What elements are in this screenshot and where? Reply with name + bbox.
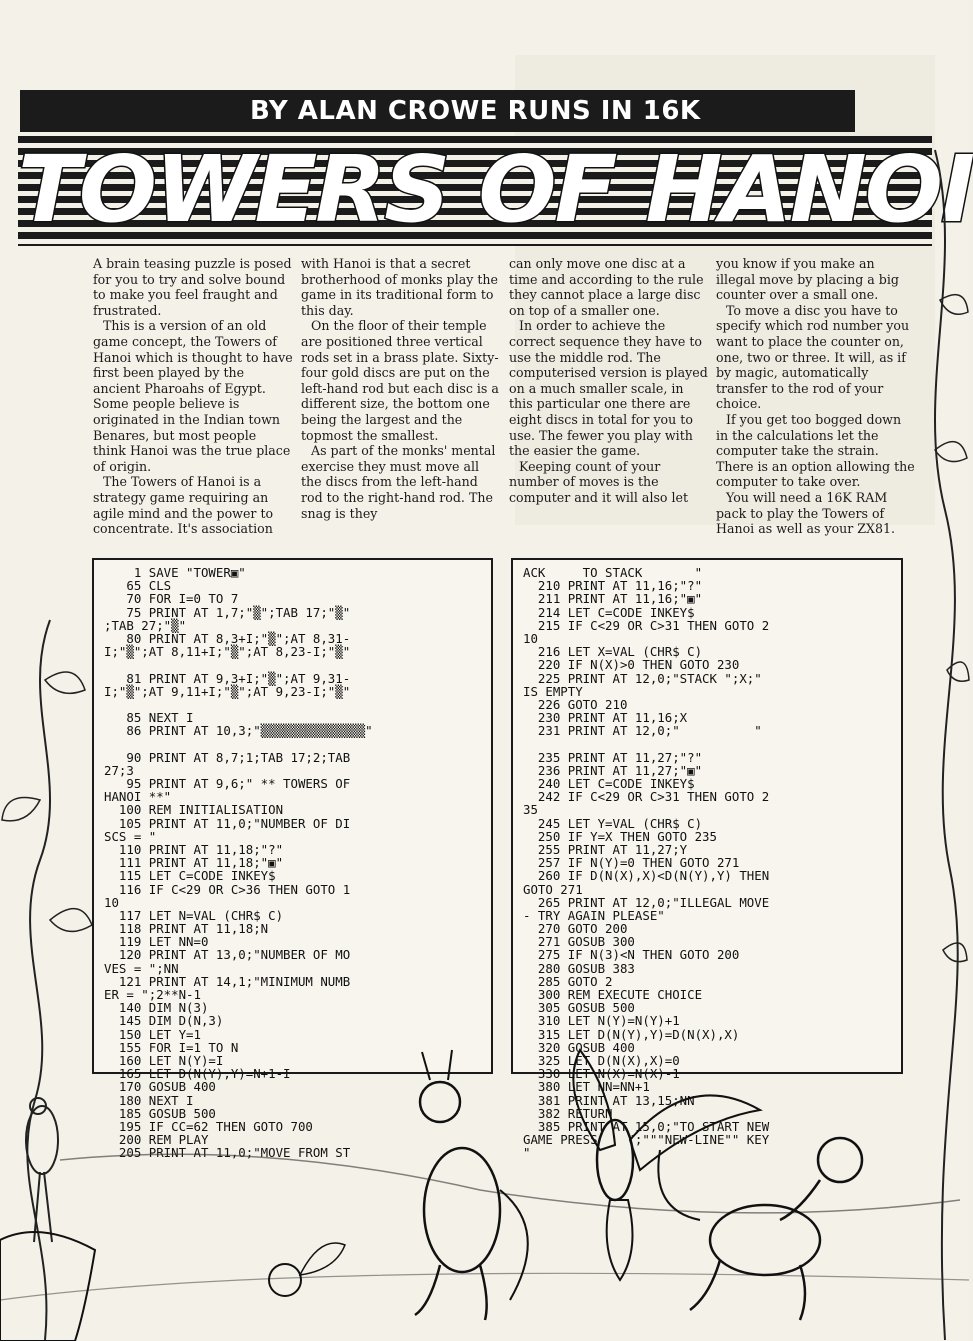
code-line: ER = ";2**N-1 xyxy=(104,987,201,1002)
code-line xyxy=(523,737,893,750)
code-line: 205 PRINT AT 11,0;"MOVE FROM ST xyxy=(104,1145,351,1161)
code-line: ;TAB 27;"▒" xyxy=(104,617,187,633)
code-line: 211 PRINT AT 11,16;"▣" xyxy=(523,591,703,607)
code-line xyxy=(104,737,483,750)
code-line: 385 PRINT AT 15,0;"TO START NEW xyxy=(523,1118,770,1134)
code-line: 90 PRINT AT 8,7;1;TAB 17;2;TAB xyxy=(104,749,351,765)
code-line: ACK TO STACK " xyxy=(523,565,703,580)
code-line: 215 IF C<29 OR C>31 THEN GOTO 2 xyxy=(523,617,770,633)
monkey-right-icon xyxy=(658,1138,862,1320)
code-line: 270 GOTO 200 xyxy=(523,921,628,937)
code-line: 325 LET D(N(X),X)=0 xyxy=(523,1052,680,1068)
code-line: 250 IF Y=X THEN GOTO 235 xyxy=(523,828,717,844)
jungle-illustration xyxy=(0,1040,969,1341)
code-line: 230 PRINT AT 11,16;X xyxy=(523,710,688,726)
code-line: 118 PRINT AT 11,18;N xyxy=(104,921,269,937)
code-line: 95 PRINT AT 9,6;" ** TOWERS OF xyxy=(104,776,351,791)
code-line: 214 LET C=CODE INKEY$ xyxy=(523,604,695,620)
code-line: 140 DIM N(3) xyxy=(104,1000,209,1016)
code-line: 115 LET C=CODE INKEY$ xyxy=(104,868,276,884)
code-line: 110 PRINT AT 11,18;"?" xyxy=(104,841,284,857)
code-line: GOTO 271 xyxy=(523,881,583,897)
article-paragraph: A brain teasing puzzle is posed for you to try and solve bound to make you feel fraught and frustrated. xyxy=(93,256,292,318)
code-line: 271 GOSUB 300 xyxy=(523,934,635,950)
code-line: 70 FOR I=0 TO 7 xyxy=(104,591,239,607)
article-paragraph: To move a disc you have to specify which rod number you want to place the counter on, one, two or three. It will, as if by magic, automatically transfer to the rod of your choice. xyxy=(716,302,910,412)
code-line: 120 PRINT AT 13,0;"NUMBER OF MO xyxy=(104,947,351,963)
code-line: 225 PRINT AT 12,0;"STACK ";X;" xyxy=(523,670,762,686)
code-line: 320 GOSUB 400 xyxy=(523,1039,635,1055)
code-line: " xyxy=(523,1145,531,1161)
code-line: 382 RETURN xyxy=(523,1105,613,1121)
article-paragraph: you know if you make an illegal move by placing a big counter over a small one. xyxy=(716,256,899,303)
code-line: 381 PRINT AT 13,15;NN xyxy=(523,1092,695,1108)
code-line: 170 GOSUB 400 xyxy=(104,1079,216,1095)
code-line: 155 FOR I=1 TO N xyxy=(104,1039,239,1055)
code-line: 165 LET D(N(Y),Y)=N+1-I xyxy=(104,1066,291,1082)
code-line: 240 LET C=CODE INKEY$ xyxy=(523,776,695,791)
fruit-icon xyxy=(269,1243,345,1296)
code-line: 305 GOSUB 500 xyxy=(523,1000,635,1016)
parrot-flying-icon xyxy=(573,1050,760,1280)
article-paragraph: with Hanoi is that a secret brotherhood of monks play the game in its traditional form to this day. xyxy=(301,256,498,318)
code-line: 265 PRINT AT 12,0;"ILLEGAL MOVE xyxy=(523,894,770,910)
code-line: 150 LET Y=1 xyxy=(104,1026,201,1042)
code-line: 231 PRINT AT 12,0;" " xyxy=(523,723,762,739)
code-line: 380 LET NN=NN+1 xyxy=(523,1079,650,1095)
code-line: 275 IF N(3)<N THEN GOTO 200 xyxy=(523,947,740,963)
code-line: HANOI **" xyxy=(104,789,172,805)
monkey-left-icon xyxy=(415,1050,528,1320)
article-paragraph: Keeping count of your number of moves is the computer and it will also let xyxy=(509,458,689,505)
code-line: 242 IF C<29 OR C>31 THEN GOTO 2 xyxy=(523,789,770,805)
code-line: I;"▒";AT 8,11+I;"▒";AT 8,23-I;"▒" xyxy=(104,644,351,660)
code-line: 10 xyxy=(104,894,119,910)
code-line: 81 PRINT AT 9,3+I;"▒";AT 9,31- xyxy=(104,670,351,686)
code-line: 300 REM EXECUTE CHOICE xyxy=(523,987,703,1002)
code-line: 257 IF N(Y)=0 THEN GOTO 271 xyxy=(523,855,740,871)
code-line: 216 LET X=VAL (CHR$ C) xyxy=(523,644,703,660)
code-line: 105 PRINT AT 11,0;"NUMBER OF DI xyxy=(104,815,351,831)
code-line: 27;3 xyxy=(104,762,134,778)
code-line: 260 IF D(N(X),X)<D(N(Y),Y) THEN xyxy=(523,868,770,884)
code-line: 86 PRINT AT 10,3;"▒▒▒▒▒▒▒▒▒▒▒▒▒▒" xyxy=(104,723,373,739)
code-line: 235 PRINT AT 11,27;"?" xyxy=(523,749,703,765)
program-listing-left xyxy=(92,558,493,1161)
code-line: 85 NEXT I xyxy=(104,710,194,726)
code-line: 119 LET NN=0 xyxy=(104,934,209,950)
code-line: 65 CLS xyxy=(104,578,172,594)
code-line: VES = ";NN xyxy=(104,960,179,976)
code-line: I;"▒";AT 9,11+I;"▒";AT 9,23-I;"▒" xyxy=(104,683,351,699)
code-line: 236 PRINT AT 11,27;"▣" xyxy=(523,762,703,778)
code-line: 280 GOSUB 383 xyxy=(523,960,635,976)
code-line: 255 PRINT AT 11,27;Y xyxy=(523,841,688,857)
code-line: 185 GOSUB 500 xyxy=(104,1105,216,1121)
code-line: 310 LET N(Y)=N(Y)+1 xyxy=(523,1013,680,1029)
code-line: 10 xyxy=(523,630,538,646)
code-line: - TRY AGAIN PLEASE" xyxy=(523,907,665,923)
code-line: 285 GOTO 2 xyxy=(523,973,613,989)
code-line: 1 SAVE "TOWER▣" xyxy=(104,565,246,580)
article-column-4 xyxy=(716,256,916,537)
article-column-2 xyxy=(301,256,501,521)
code-line: 35 xyxy=(523,802,538,818)
code-line: 180 NEXT I xyxy=(104,1092,194,1108)
article-paragraph: The Towers of Hanoi is a strategy game requiring an agile mind and the power to concentrate. It's association xyxy=(93,474,274,537)
code-line: 75 PRINT AT 1,7;"▒";TAB 17;"▒" xyxy=(104,604,351,620)
code-line: 121 PRINT AT 14,1;"MINIMUM NUMB xyxy=(104,973,351,989)
byline: BY ALAN CROWE RUNS IN 16K xyxy=(250,96,701,126)
article-column-3 xyxy=(509,256,709,506)
code-line: 330 LET N(X)=N(X)-1 xyxy=(523,1066,680,1082)
article-paragraph: You will need a 16K RAM pack to play the Towers of Hanoi as well as your ZX81. xyxy=(716,489,896,537)
page-title: TOWERS OF HANOI xyxy=(18,136,973,243)
program-listing-right xyxy=(511,558,903,1161)
article-paragraph: can only move one disc at a time and according to the rule they cannot place a large disc on top of a smaller one. xyxy=(509,256,704,318)
code-line: 210 PRINT AT 11,16;"?" xyxy=(523,578,703,594)
article-paragraph: In order to achieve the correct sequence they have to use the middle rod. The computerised version is played on a much smaller scale, in this particular one there are eight discs in total for you to use. The fewer you play with the easier the game. xyxy=(509,318,708,459)
article-paragraph: As part of the monks' mental exercise they must move all the discs from the left-hand rod to the right-hand rod. The snag is they xyxy=(301,443,496,521)
code-line: 111 PRINT AT 11,18;"▣" xyxy=(104,855,284,871)
code-line: 200 REM PLAY xyxy=(104,1132,209,1148)
code-line: GAME PRESS ";"""NEW-LINE"" KEY xyxy=(523,1132,770,1148)
code-line xyxy=(104,658,483,671)
article-paragraph: If you get too bogged down in the calculations let the computer take the strain. There is an option allowing the computer to take over. xyxy=(716,411,915,490)
code-line: 100 REM INITIALISATION xyxy=(104,802,284,818)
article-paragraph: On the floor of their temple are positioned three vertical rods set in a brass plate. Sixty-four gold discs are put on the left-hand rod but each disc is a different size, the bottom one being the largest and the topmost the smallest. xyxy=(301,318,499,443)
code-line: 315 LET D(N(Y),Y)=D(N(X),X) xyxy=(523,1026,740,1042)
article-paragraph: This is a version of an old game concept, the Towers of Hanoi which is thought to have first been played by the ancient Pharoahs of Egypt. Some people believe is originated in the Indian town Benares, but most people think Hanoi was the true place of origin. xyxy=(93,318,293,474)
code-line: IS EMPTY xyxy=(523,683,583,699)
code-line: 117 LET N=VAL (CHR$ C) xyxy=(104,907,284,923)
code-line: 226 GOTO 210 xyxy=(523,696,628,712)
code-line: 80 PRINT AT 8,3+I;"▒";AT 8,31- xyxy=(104,630,351,646)
code-line: 160 LET N(Y)=I xyxy=(104,1052,224,1068)
code-line: 145 DIM D(N,3) xyxy=(104,1013,224,1029)
code-line: 195 IF CC=62 THEN GOTO 700 xyxy=(104,1118,313,1134)
code-line: 116 IF C<29 OR C>36 THEN GOTO 1 xyxy=(104,881,351,897)
article-column-1 xyxy=(93,256,293,537)
code-line: 245 LET Y=VAL (CHR$ C) xyxy=(523,815,703,831)
code-line: 220 IF N(X)>0 THEN GOTO 230 xyxy=(523,657,740,673)
title-banner xyxy=(18,136,973,246)
code-line: SCS = " xyxy=(104,828,157,844)
